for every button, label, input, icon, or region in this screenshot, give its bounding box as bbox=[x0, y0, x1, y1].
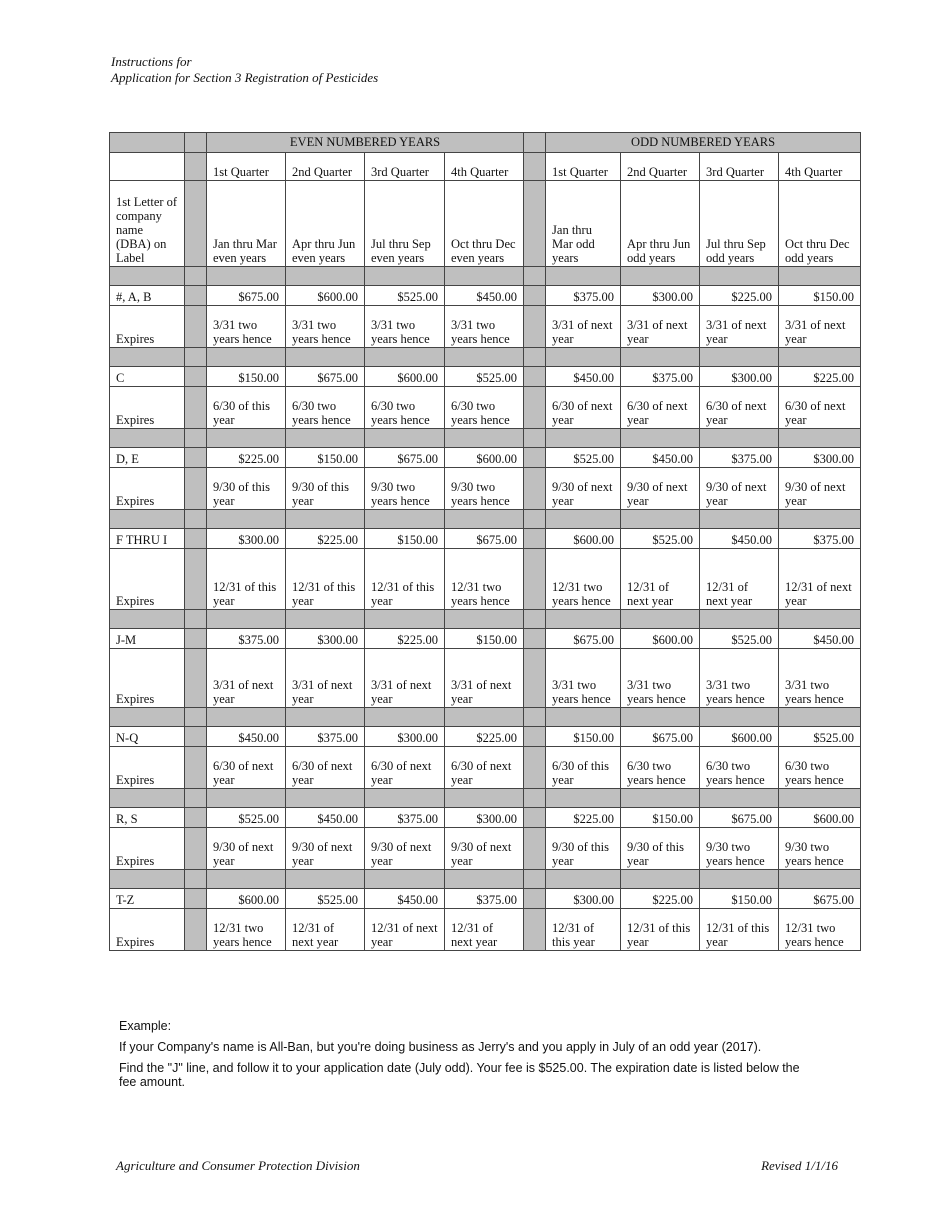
expires-cell: 12/31 of next year bbox=[779, 549, 861, 610]
fee-row bbox=[110, 529, 861, 549]
expires-cell: 6/30 of next year bbox=[779, 387, 861, 429]
expires-cell: 9/30 two years hence bbox=[779, 828, 861, 870]
year-banner-row bbox=[110, 133, 861, 153]
expires-cell: 12/31 of this year bbox=[700, 909, 779, 951]
fee-cell: $225.00 bbox=[286, 529, 365, 549]
fee-cell: $525.00 bbox=[365, 286, 445, 306]
fee-cell: $450.00 bbox=[207, 727, 286, 747]
expires-cell: 6/30 two years hence bbox=[779, 747, 861, 789]
expires-cell: 3/31 of next year bbox=[286, 649, 365, 708]
quarter-odd-1: 1st Quarter bbox=[546, 153, 621, 181]
letter-group-label: N-Q bbox=[110, 727, 185, 747]
fee-cell: $525.00 bbox=[445, 367, 524, 387]
fee-cell: $675.00 bbox=[546, 629, 621, 649]
expires-cell: 3/31 two years hence bbox=[365, 306, 445, 348]
months-even-2: Apr thru Jun even years bbox=[286, 181, 365, 267]
fee-cell: $300.00 bbox=[621, 286, 700, 306]
expires-cell: 3/31 of next year bbox=[365, 649, 445, 708]
document-header bbox=[111, 54, 378, 86]
fee-cell: $525.00 bbox=[779, 727, 861, 747]
months-odd-1: Jan thru Mar odd years bbox=[546, 181, 621, 267]
fee-row bbox=[110, 808, 861, 828]
expires-label: Expires bbox=[110, 387, 185, 429]
expires-cell: 3/31 two years hence bbox=[207, 306, 286, 348]
expires-cell: 12/31 of next year bbox=[365, 909, 445, 951]
expires-cell: 9/30 of this year bbox=[207, 468, 286, 510]
fee-cell: $150.00 bbox=[546, 727, 621, 747]
expires-cell: 9/30 two years hence bbox=[445, 468, 524, 510]
letter-group-label: J-M bbox=[110, 629, 185, 649]
expires-cell: 6/30 two years hence bbox=[700, 747, 779, 789]
header-line-2: Application for Section 3 Registration of Pesticides bbox=[111, 70, 379, 85]
expires-cell: 12/31 of this year bbox=[365, 549, 445, 610]
fee-cell: $300.00 bbox=[546, 889, 621, 909]
header-line-1: Instructions for bbox=[111, 54, 192, 69]
expires-cell: 9/30 of next year bbox=[779, 468, 861, 510]
fee-cell: $600.00 bbox=[445, 448, 524, 468]
expires-cell: 3/31 of next year bbox=[546, 306, 621, 348]
expires-cell: 12/31 of this year bbox=[286, 549, 365, 610]
expires-label: Expires bbox=[110, 747, 185, 789]
fee-cell: $300.00 bbox=[779, 448, 861, 468]
expires-cell: 9/30 of this year bbox=[286, 468, 365, 510]
fee-cell: $150.00 bbox=[445, 629, 524, 649]
expires-cell: 3/31 two years hence bbox=[286, 306, 365, 348]
expires-cell: 3/31 of next year bbox=[621, 306, 700, 348]
fee-cell: $300.00 bbox=[207, 529, 286, 549]
expires-row bbox=[110, 649, 861, 708]
quarter-even-2: 2nd Quarter bbox=[286, 153, 365, 181]
fee-cell: $450.00 bbox=[365, 889, 445, 909]
quarter-odd-3: 3rd Quarter bbox=[700, 153, 779, 181]
fee-row bbox=[110, 629, 861, 649]
example-section bbox=[119, 1019, 809, 1096]
expires-cell: 3/31 of next year bbox=[779, 306, 861, 348]
fee-cell: $300.00 bbox=[365, 727, 445, 747]
months-odd-3: Jul thru Sep odd years bbox=[700, 181, 779, 267]
expires-cell: 6/30 of next year bbox=[207, 747, 286, 789]
fee-cell: $150.00 bbox=[700, 889, 779, 909]
expires-cell: 12/31 of next year bbox=[286, 909, 365, 951]
expires-cell: 6/30 of next year bbox=[286, 747, 365, 789]
expires-cell: 9/30 of next year bbox=[546, 468, 621, 510]
fee-cell: $450.00 bbox=[445, 286, 524, 306]
expires-cell: 3/31 two years hence bbox=[445, 306, 524, 348]
letter-group-label: R, S bbox=[110, 808, 185, 828]
expires-cell: 3/31 two years hence bbox=[700, 649, 779, 708]
fee-cell: $375.00 bbox=[445, 889, 524, 909]
expires-cell: 6/30 two years hence bbox=[365, 387, 445, 429]
fee-cell: $375.00 bbox=[365, 808, 445, 828]
expires-label: Expires bbox=[110, 909, 185, 951]
fee-cell: $450.00 bbox=[700, 529, 779, 549]
expires-cell: 9/30 of next year bbox=[700, 468, 779, 510]
expires-cell: 9/30 of next year bbox=[621, 468, 700, 510]
letter-group-label: #, A, B bbox=[110, 286, 185, 306]
fee-cell: $600.00 bbox=[779, 808, 861, 828]
fee-cell: $225.00 bbox=[546, 808, 621, 828]
separator-row bbox=[110, 610, 861, 629]
fee-cell: $675.00 bbox=[286, 367, 365, 387]
fee-cell: $150.00 bbox=[365, 529, 445, 549]
expires-cell: 6/30 of this year bbox=[546, 747, 621, 789]
fee-cell: $600.00 bbox=[621, 629, 700, 649]
expires-cell: 3/31 two years hence bbox=[621, 649, 700, 708]
fee-cell: $225.00 bbox=[207, 448, 286, 468]
expires-cell: 12/31 two years hence bbox=[546, 549, 621, 610]
expires-cell: 6/30 two years hence bbox=[445, 387, 524, 429]
fee-cell: $375.00 bbox=[207, 629, 286, 649]
expires-label: Expires bbox=[110, 549, 185, 610]
separator-row bbox=[110, 348, 861, 367]
fee-cell: $450.00 bbox=[621, 448, 700, 468]
expires-cell: 3/31 two years hence bbox=[546, 649, 621, 708]
fee-cell: $450.00 bbox=[286, 808, 365, 828]
fee-cell: $675.00 bbox=[700, 808, 779, 828]
fee-row bbox=[110, 367, 861, 387]
expires-cell: 9/30 two years hence bbox=[700, 828, 779, 870]
example-title: Example: bbox=[119, 1019, 172, 1033]
letter-group-label: D, E bbox=[110, 448, 185, 468]
expires-cell: 6/30 of this year bbox=[207, 387, 286, 429]
example-line-1: If your Company's name is All-Ban, but you're doing business as Jerry's and you apply in July of an odd year (2017). bbox=[119, 1040, 762, 1054]
expires-cell: 12/31 of this year bbox=[207, 549, 286, 610]
months-even-1: Jan thru Mar even years bbox=[207, 181, 286, 267]
expires-cell: 12/31 of next year bbox=[621, 549, 700, 610]
fee-cell: $375.00 bbox=[546, 286, 621, 306]
fee-cell: $375.00 bbox=[700, 448, 779, 468]
fee-cell: $675.00 bbox=[621, 727, 700, 747]
fee-cell: $525.00 bbox=[286, 889, 365, 909]
expires-cell: 3/31 of next year bbox=[700, 306, 779, 348]
quarter-odd-4: 4th Quarter bbox=[779, 153, 861, 181]
expires-cell: 6/30 two years hence bbox=[286, 387, 365, 429]
expires-cell: 6/30 of next year bbox=[365, 747, 445, 789]
expires-label: Expires bbox=[110, 828, 185, 870]
separator-row bbox=[110, 510, 861, 529]
fee-cell: $300.00 bbox=[445, 808, 524, 828]
separator-row bbox=[110, 429, 861, 448]
letter-group-label: T-Z bbox=[110, 889, 185, 909]
fee-row bbox=[110, 889, 861, 909]
fee-cell: $675.00 bbox=[445, 529, 524, 549]
fee-cell: $225.00 bbox=[779, 367, 861, 387]
expires-row bbox=[110, 306, 861, 348]
even-years-heading: EVEN NUMBERED YEARS bbox=[207, 133, 524, 153]
fee-cell: $450.00 bbox=[779, 629, 861, 649]
fee-cell: $300.00 bbox=[700, 367, 779, 387]
fee-cell: $675.00 bbox=[207, 286, 286, 306]
expires-row bbox=[110, 747, 861, 789]
quarter-even-1: 1st Quarter bbox=[207, 153, 286, 181]
fee-cell: $300.00 bbox=[286, 629, 365, 649]
footer-division: Agriculture and Consumer Protection Division bbox=[116, 1158, 360, 1173]
fee-cell: $150.00 bbox=[621, 808, 700, 828]
fee-row bbox=[110, 448, 861, 468]
months-odd-2: Apr thru Jun odd years bbox=[621, 181, 700, 267]
expires-cell: 9/30 two years hence bbox=[365, 468, 445, 510]
fee-cell: $375.00 bbox=[621, 367, 700, 387]
fee-cell: $600.00 bbox=[207, 889, 286, 909]
expires-label: Expires bbox=[110, 468, 185, 510]
quarter-even-4: 4th Quarter bbox=[445, 153, 524, 181]
months-row bbox=[110, 181, 861, 267]
fee-cell: $225.00 bbox=[365, 629, 445, 649]
separator-row bbox=[110, 708, 861, 727]
expires-label: Expires bbox=[110, 306, 185, 348]
expires-cell: 6/30 two years hence bbox=[621, 747, 700, 789]
fee-cell: $675.00 bbox=[779, 889, 861, 909]
expires-cell: 12/31 two years hence bbox=[207, 909, 286, 951]
footer-revised: Revised 1/1/16 bbox=[761, 1158, 838, 1173]
separator-row bbox=[110, 870, 861, 889]
expires-cell: 6/30 of next year bbox=[546, 387, 621, 429]
expires-cell: 9/30 of next year bbox=[286, 828, 365, 870]
fee-cell: $150.00 bbox=[286, 448, 365, 468]
expires-cell: 6/30 of next year bbox=[445, 747, 524, 789]
expires-row bbox=[110, 909, 861, 951]
months-even-4: Oct thru Dec even years bbox=[445, 181, 524, 267]
expires-cell: 9/30 of this year bbox=[621, 828, 700, 870]
expires-cell: 12/31 two years hence bbox=[779, 909, 861, 951]
separator-row bbox=[110, 789, 861, 808]
months-even-3: Jul thru Sep even years bbox=[365, 181, 445, 267]
fee-cell: $225.00 bbox=[445, 727, 524, 747]
expires-cell: 9/30 of next year bbox=[207, 828, 286, 870]
expires-cell: 9/30 of next year bbox=[365, 828, 445, 870]
expires-cell: 3/31 two years hence bbox=[779, 649, 861, 708]
fee-cell: $600.00 bbox=[700, 727, 779, 747]
odd-years-heading: ODD NUMBERED YEARS bbox=[546, 133, 861, 153]
fee-cell: $150.00 bbox=[207, 367, 286, 387]
expires-row bbox=[110, 387, 861, 429]
expires-cell: 12/31 of next year bbox=[445, 909, 524, 951]
fee-cell: $600.00 bbox=[546, 529, 621, 549]
fee-row bbox=[110, 727, 861, 747]
fee-cell: $225.00 bbox=[700, 286, 779, 306]
expires-cell: 6/30 of next year bbox=[700, 387, 779, 429]
fee-schedule-table bbox=[109, 132, 861, 951]
expires-cell: 12/31 of this year bbox=[621, 909, 700, 951]
fee-cell: $600.00 bbox=[365, 367, 445, 387]
expires-cell: 3/31 of next year bbox=[207, 649, 286, 708]
letter-label: 1st Letter of company name (DBA) on Label bbox=[110, 181, 185, 267]
months-odd-4: Oct thru Dec odd years bbox=[779, 181, 861, 267]
fee-cell: $525.00 bbox=[546, 448, 621, 468]
expires-cell: 12/31 of this year bbox=[546, 909, 621, 951]
fee-cell: $525.00 bbox=[700, 629, 779, 649]
fee-cell: $525.00 bbox=[207, 808, 286, 828]
separator-row bbox=[110, 267, 861, 286]
fee-cell: $375.00 bbox=[286, 727, 365, 747]
fee-cell: $375.00 bbox=[779, 529, 861, 549]
expires-row bbox=[110, 468, 861, 510]
fee-cell: $675.00 bbox=[365, 448, 445, 468]
letter-group-label: C bbox=[110, 367, 185, 387]
example-line-2: Find the "J" line, and follow it to your application date (July odd). Your fee is $525.00. The expiration date is listed below the fee amount. bbox=[119, 1061, 800, 1089]
fee-cell: $150.00 bbox=[779, 286, 861, 306]
expires-cell: 12/31 of next year bbox=[700, 549, 779, 610]
quarter-even-3: 3rd Quarter bbox=[365, 153, 445, 181]
fee-cell: $525.00 bbox=[621, 529, 700, 549]
expires-label: Expires bbox=[110, 649, 185, 708]
expires-row bbox=[110, 828, 861, 870]
expires-cell: 9/30 of next year bbox=[445, 828, 524, 870]
quarter-row bbox=[110, 153, 861, 181]
fee-cell: $450.00 bbox=[546, 367, 621, 387]
expires-cell: 6/30 of next year bbox=[621, 387, 700, 429]
expires-cell: 9/30 of this year bbox=[546, 828, 621, 870]
expires-cell: 12/31 two years hence bbox=[445, 549, 524, 610]
fee-cell: $225.00 bbox=[621, 889, 700, 909]
fee-cell: $600.00 bbox=[286, 286, 365, 306]
expires-row bbox=[110, 549, 861, 610]
letter-group-label: F THRU I bbox=[110, 529, 185, 549]
expires-cell: 3/31 of next year bbox=[445, 649, 524, 708]
quarter-odd-2: 2nd Quarter bbox=[621, 153, 700, 181]
fee-row bbox=[110, 286, 861, 306]
